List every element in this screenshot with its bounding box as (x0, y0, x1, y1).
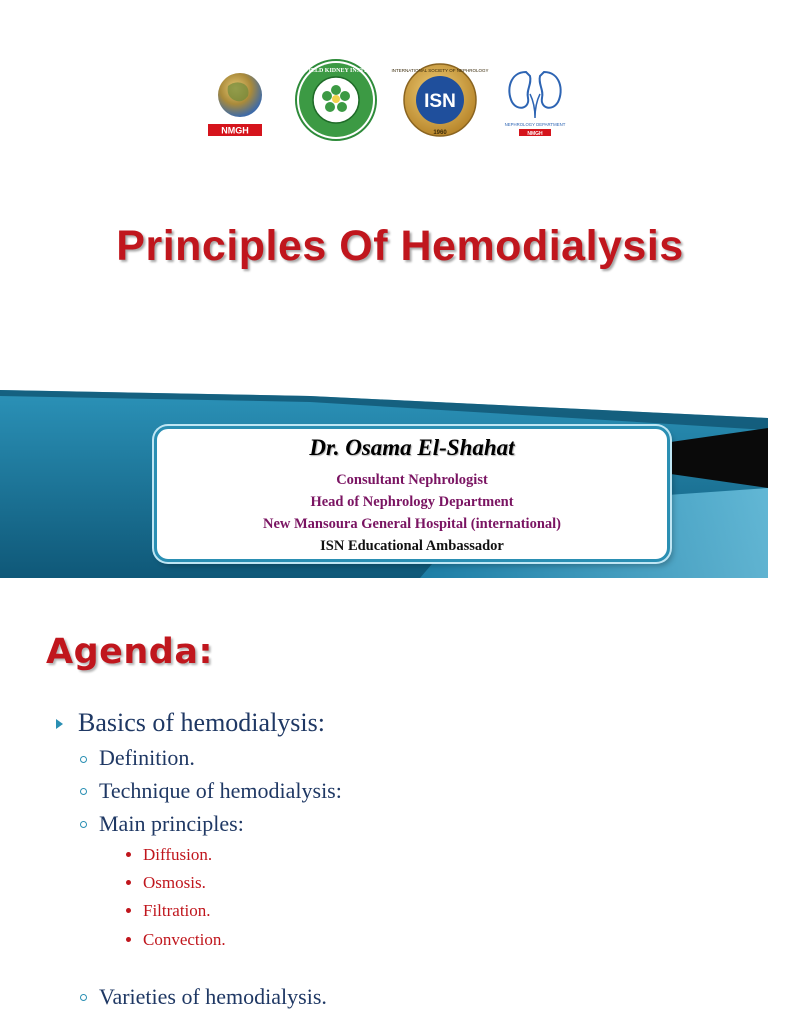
author-ambassador: ISN Educational Ambassador (320, 538, 504, 554)
agenda-slide (0, 604, 768, 1024)
dot-bullet-icon (126, 937, 131, 942)
sheffield-kidney-institute-logo (289, 58, 383, 142)
ring-bullet-icon (80, 821, 87, 828)
author-name: Dr. Osama El-Shahat (309, 435, 515, 460)
author-card (154, 426, 670, 562)
isn-logo (391, 58, 489, 142)
nephrology-logo-subtext: NMGH (527, 130, 543, 137)
nephrology-department-logo (500, 58, 570, 142)
ring-bullet-icon (80, 994, 87, 1001)
dot-bullet-icon (126, 880, 131, 885)
isn-ring-text: INTERNATIONAL SOCIETY OF NEPHROLOGY (391, 68, 489, 73)
agenda-subitem-main-principles: Main principles: (99, 811, 244, 836)
agenda-subitem-technique: Technique of hemodialysis: (99, 778, 342, 803)
nmgh-logo (202, 58, 268, 142)
isn-logo-text: ISN (424, 91, 456, 112)
ring-bullet-icon (80, 756, 87, 763)
agenda-subitem-varieties: Varieties of hemodialysis. (99, 984, 327, 1009)
nephrology-logo-text: NEPHROLOGY DEPARTMENT (504, 122, 566, 127)
agenda-principle-osmosis: Osmosis. (143, 873, 206, 892)
agenda-principle-diffusion: Diffusion. (143, 845, 213, 864)
triangle-bullet-icon (56, 719, 63, 729)
agenda-principle-filtration: Filtration. (143, 901, 211, 920)
agenda-item-basics: Basics of hemodialysis: (78, 708, 325, 737)
author-position: Head of Nephrology Department (310, 494, 514, 510)
nmgh-logo-text: NMGH (221, 125, 249, 136)
agenda-subitem-definition: Definition. (99, 745, 195, 770)
dot-bullet-icon (126, 852, 131, 857)
agenda-heading: Agenda: (46, 632, 213, 672)
isn-year-text: 1960 (433, 130, 447, 136)
author-title: Consultant Nephrologist (336, 472, 488, 488)
author-hospital: New Mansoura General Hospital (international) (262, 516, 562, 532)
dot-bullet-icon (126, 908, 131, 913)
agenda-principle-convection: Convection. (143, 930, 226, 949)
sheffield-logo-text: SHEFFIELD KIDNEY INSTITUTE (289, 68, 383, 74)
presentation-title: Principles Of Hemodialysis (116, 222, 684, 270)
ring-bullet-icon (80, 788, 87, 795)
